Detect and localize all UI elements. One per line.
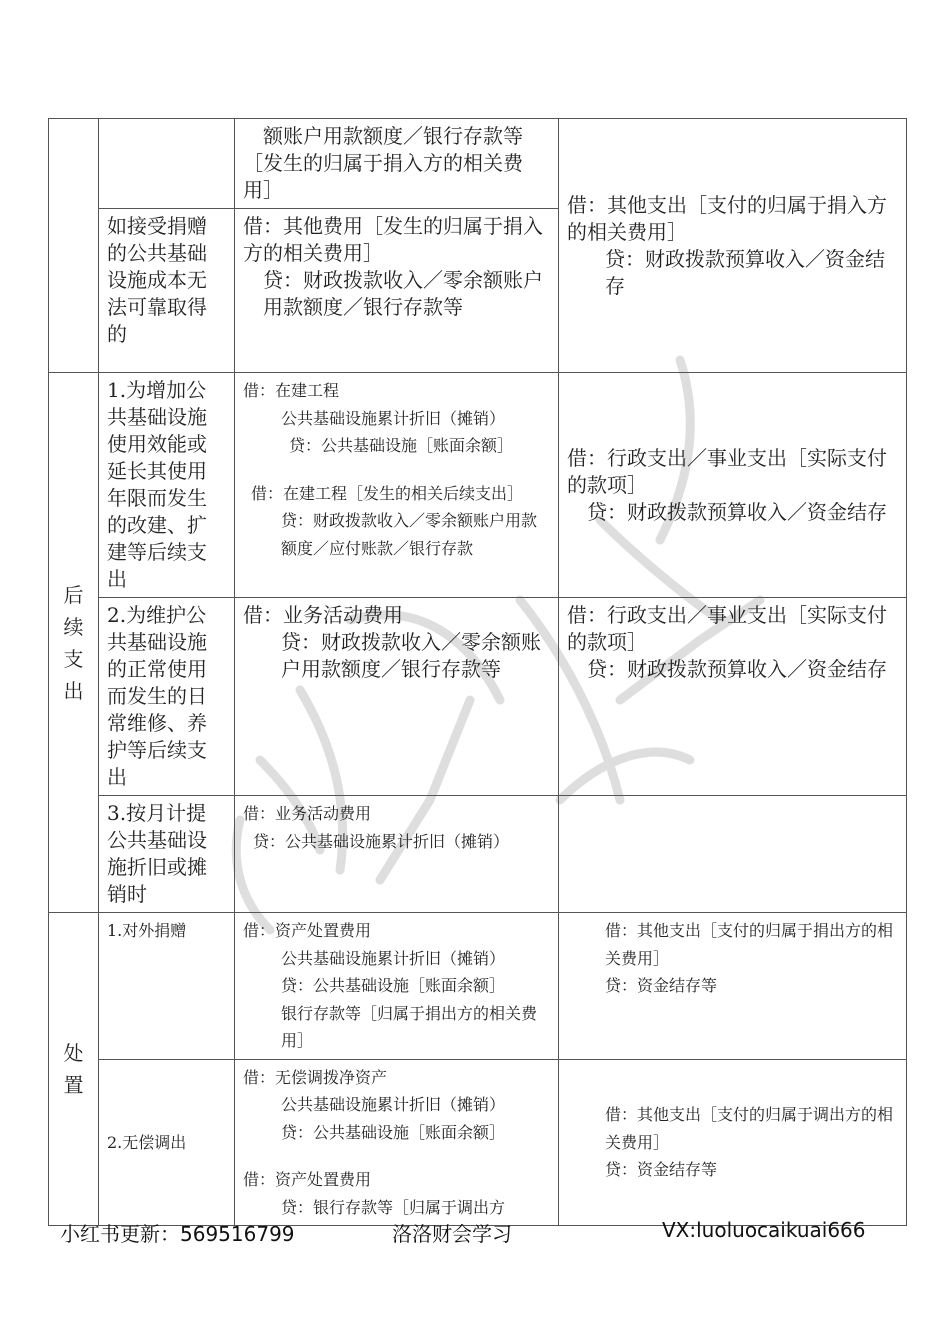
spacer xyxy=(243,1146,550,1166)
category-char: 出 xyxy=(63,678,84,703)
entry-line: 贷：资金结存等 xyxy=(605,1160,718,1179)
entry-line: 贷：公共基础设施累计折旧（摊销） xyxy=(253,831,510,851)
entry-line: 借：其他费用［发生的归属于捐入方的相关费用］ xyxy=(243,214,543,265)
category-char: 续 xyxy=(63,614,84,639)
entry-line: 贷：公共基础设施［账面余额］ xyxy=(281,1122,506,1142)
footer-center: 洛洛财会学习 xyxy=(392,1222,512,1246)
entry-line: 贷：财政拨款收入／零余额账户用款额度／应付账款／银行存款 xyxy=(281,511,538,558)
category-cell-empty xyxy=(49,119,99,373)
entry-line: 借：其他支出［支付的归属于捐入方的相关费用］ xyxy=(567,192,887,244)
entry-line: 公共基础设施累计折旧（摊销） xyxy=(281,1095,506,1114)
entry-line: 额账户用款额度／银行存款等 xyxy=(263,124,523,148)
situation-cell: 2.无偿调出 xyxy=(99,1059,235,1226)
situation-cell: 3.按月计提公共基础设施折旧或摊销时 xyxy=(99,796,235,913)
entry-line: 贷：公共基础设施［账面余额］ xyxy=(289,436,514,455)
situation-cell: 1.为增加公共基础设施使用效能或延长其使用年限而发生的改建、扩建等后续支出 xyxy=(99,373,235,598)
table-row xyxy=(49,598,907,796)
situation-cell: 如接受捐赠的公共基础设施成本无法可靠取得的 xyxy=(99,209,235,373)
entry-line: 公共基础设施累计折旧（摊销） xyxy=(281,948,506,968)
entry-line: 贷：财政拨款收入／零余额账户用款额度／银行存款等 xyxy=(281,630,541,681)
entry-line: 借：资产处置费用 xyxy=(243,921,372,940)
budget-entry-cell xyxy=(559,1059,907,1226)
budget-entry-cell xyxy=(559,913,907,1060)
budget-entry-cell xyxy=(559,373,907,598)
table-row xyxy=(49,1059,907,1226)
entry-cell xyxy=(235,598,559,796)
entry-line: 借：在建工程 xyxy=(243,381,340,400)
entry-line: 贷：资金结存等 xyxy=(605,976,718,995)
budget-entry-cell-empty xyxy=(559,796,907,913)
spacer xyxy=(243,460,550,480)
accounting-table xyxy=(48,118,907,1226)
entry-line: 贷：财政拨款预算收入／资金结存 xyxy=(605,246,885,298)
entry-line: 借：其他支出［支付的归属于捐出方的相关费用］ xyxy=(605,921,894,968)
budget-entry-cell xyxy=(559,119,907,373)
entry-line: 银行存款等［归属于捐出方的相关费用］ xyxy=(281,1003,538,1050)
footer-right: VX:luoluocaikuai666 xyxy=(662,1218,866,1242)
entry-line: 借：业务活动费用 xyxy=(243,603,403,627)
entry-line: ［发生的归属于捐入方的相关费用］ xyxy=(243,151,523,202)
entry-line: 借：其他支出［支付的归属于调出方的相关费用］ xyxy=(605,1105,894,1152)
category-cell-disposal xyxy=(49,913,99,1226)
situation-cell: 2.为维护公共基础设施的正常使用而发生的日常维修、养护等后续支出 xyxy=(99,598,235,796)
entry-line: 公共基础设施累计折旧（摊销） xyxy=(281,408,506,428)
category-char: 支 xyxy=(63,646,84,671)
entry-cell xyxy=(235,1059,559,1226)
category-char: 处 xyxy=(63,1041,84,1065)
entry-cell xyxy=(235,373,559,598)
table-row xyxy=(49,119,907,209)
entry-line: 借：无偿调拨净资产 xyxy=(243,1067,388,1087)
category-cell-subsequent xyxy=(49,373,99,913)
situation-cell: 1.对外捐赠 xyxy=(99,913,235,1060)
entry-cell xyxy=(235,796,559,913)
entry-line: 贷：公共基础设施［账面余额］ xyxy=(281,976,506,995)
entry-line: 借：在建工程［发生的相关后续支出］ xyxy=(251,483,524,503)
entry-line: 贷：财政拨款收入／零余额账户用款额度／银行存款等 xyxy=(263,268,543,319)
table-row xyxy=(49,913,907,1060)
entry-cell xyxy=(235,913,559,1060)
category-char: 置 xyxy=(63,1073,84,1097)
situation-cell xyxy=(99,119,235,209)
entry-cell xyxy=(235,119,559,209)
entry-cell xyxy=(235,209,559,373)
entry-line: 借：行政支出／事业支出［实际支付的款项］ xyxy=(567,445,887,497)
footer-left: 小红书更新：569516799 xyxy=(60,1222,295,1246)
table-row xyxy=(49,796,907,913)
entry-line: 贷：银行存款等［归属于调出方 xyxy=(281,1197,506,1217)
budget-entry-cell xyxy=(559,598,907,796)
entry-line: 借：业务活动费用 xyxy=(243,804,372,823)
table-row xyxy=(49,373,907,598)
entry-line: 借：行政支出／事业支出［实际支付的款项］ xyxy=(567,603,887,654)
entry-line: 贷：财政拨款预算收入／资金结存 xyxy=(587,657,887,681)
category-char: 后 xyxy=(63,582,84,607)
entry-line: 贷：财政拨款预算收入／资金结存 xyxy=(587,499,887,524)
entry-line: 借：资产处置费用 xyxy=(243,1170,372,1189)
